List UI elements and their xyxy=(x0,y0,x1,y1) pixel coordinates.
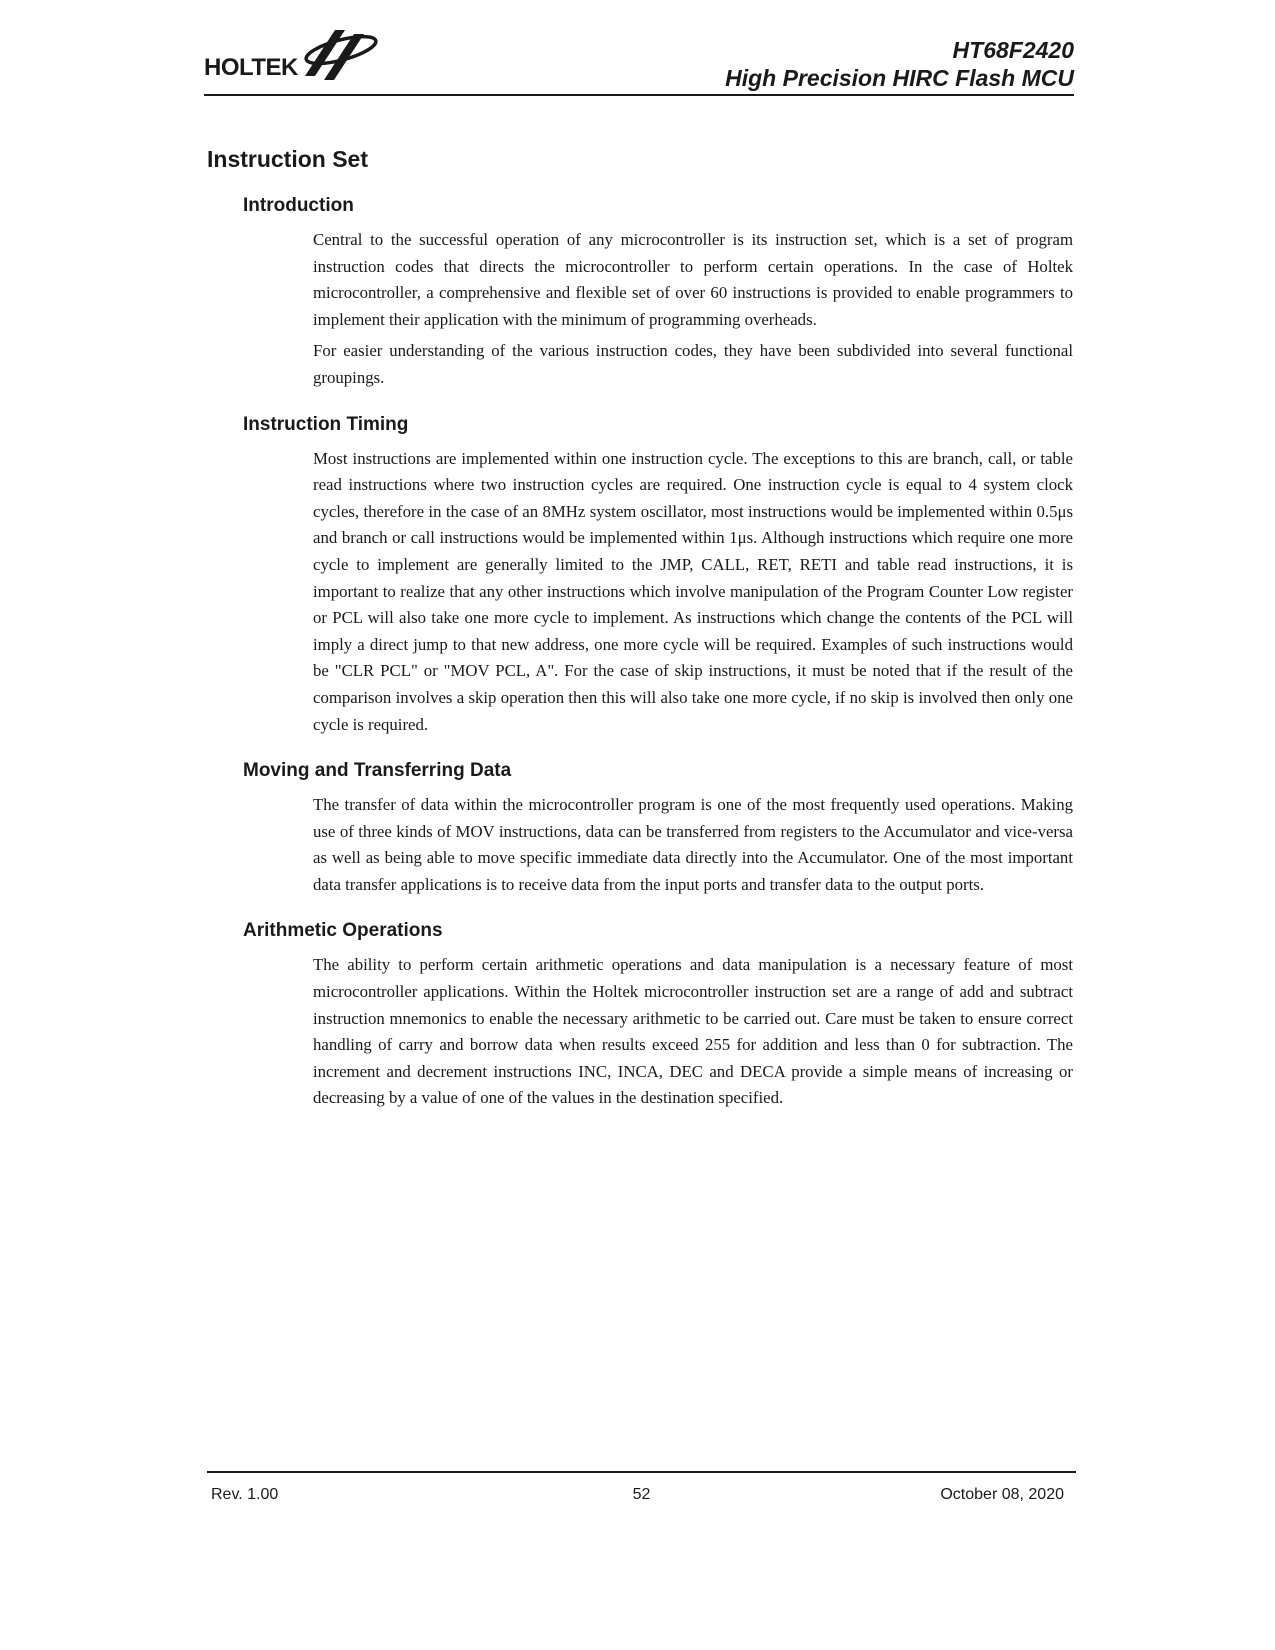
header-titles xyxy=(725,36,1074,92)
paragraph: Central to the successful operation of any microcontroller is its instruction set, which is a set of program instruction codes that directs the microcontroller to perform certain operations. In the case of Holtek microcontroller, a comprehensive and flexible set of over 60 instructions is provided to enable programmers to implement their application with the minimum of programming overheads. xyxy=(313,230,1073,329)
section-heading: Introduction xyxy=(243,195,354,216)
product-name: High Precision HIRC Flash MCU xyxy=(725,65,1074,91)
paragraph: The ability to perform certain arithmetic operations and data manipulation is a necessary feature of most microcontroller applications. Within the Holtek microcontroller instruction set are a range of add and subtract instruction mnemonics to enable the necessary arithmetic to be carried out. Care must be taken to ensure correct handling of carry and borrow data when results exceed 255 for addition and less than 0 for subtraction. The increment and decrement instructions INC, INCA, DEC and DECA provide a simple means of increasing or decreasing by a value of one of the values in the destination specified. xyxy=(313,955,1073,1108)
holtek-logo-icon xyxy=(204,26,394,86)
holtek-logo xyxy=(204,26,394,86)
section-moving-data xyxy=(204,760,1074,898)
part-number: HT68F2420 xyxy=(952,37,1074,63)
revision: Rev. 1.00 xyxy=(211,1486,279,1503)
page-footer xyxy=(207,1471,1076,1513)
paragraph: Most instructions are implemented within one instruction cycle. The exceptions to this are branch, call, or table read instructions where two instruction cycles are required. One instruction cycle is equal to 4 system clock cycles, therefore in the case of an 8MHz system oscillator, most instructions would be implemented within 0.5μs and branch or call instructions would be implemented within 1μs. Although instructions which require one more cycle to implement are generally limited to the JMP, CALL, RET, RETI and table read instructions, it is important to realize that any other instructions which involve manipulation of the Program Counter Low register or PCL will also take one more cycle to implement. As instructions which change the contents of the PCL will imply a direct jump to that new address, one more cycle will be required. Examples of such instructions would be "CLR PCL" or "MOV PCL, A". For the case of skip instructions, it must be noted that if the result of the comparison involves a skip operation then this will also take one more cycle, if no skip is involved then only one cycle is required. xyxy=(313,448,1073,734)
section-heading: Instruction Timing xyxy=(243,413,409,435)
section-instruction-timing xyxy=(204,414,1074,739)
page-number: 52 xyxy=(632,1486,651,1503)
page-title: Instruction Set xyxy=(207,146,369,172)
svg-text:HOLTEK: HOLTEK xyxy=(204,54,298,81)
document-body xyxy=(204,140,1074,1134)
page-header xyxy=(204,26,1074,96)
paragraph: For easier understanding of the various instruction codes, they have been subdivided into several functional groupings. xyxy=(313,341,1073,387)
date: October 08, 2020 xyxy=(940,1486,1064,1503)
section-arithmetic xyxy=(204,920,1074,1112)
section-heading: Moving and Transferring Data xyxy=(243,760,512,782)
paragraph: The transfer of data within the microcontroller program is one of the most frequently used operations. Making use of three kinds of MOV instructions, data can be transferred from registers to the Accumulator and vice-versa as well as being able to move specific immediate data directly into the Accumulator. One of the most important data transfer applications is to receive data from the input ports and transfer data to the output ports. xyxy=(313,795,1073,894)
section-introduction xyxy=(204,195,1074,392)
section-heading: Arithmetic Operations xyxy=(243,920,443,942)
